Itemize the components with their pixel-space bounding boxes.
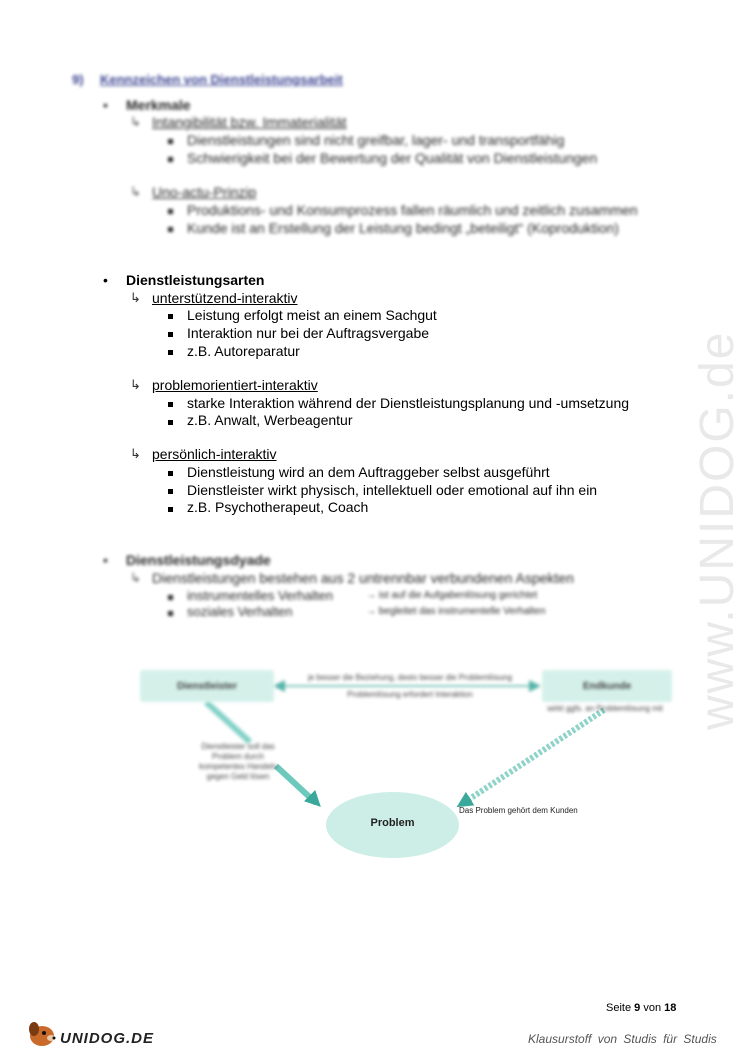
dog-logo-icon bbox=[24, 1018, 60, 1048]
sub-heading-unterstuetzend: unterstützend-interaktiv bbox=[152, 290, 298, 306]
problem-note: Das Problem gehört dem Kunden bbox=[459, 806, 578, 815]
list-item: Dienstleistungen sind nicht greifbar, lager- und transportfähig bbox=[187, 132, 565, 148]
problem-label: Problem bbox=[370, 817, 415, 829]
list-item: Dienstleistung wird an dem Auftraggeber selbst ausgeführt bbox=[187, 464, 550, 480]
list-item: Leistung erfolgt meist an einem Sachgut bbox=[187, 307, 437, 323]
arrow-icon: ↳ bbox=[130, 446, 141, 461]
sub-heading: Uno-actu-Prinzip bbox=[152, 184, 257, 200]
top-label-1: je besser die Beziehung, desto besser die Problemlösung bbox=[307, 673, 513, 682]
box-endkunde: Endkunde bbox=[542, 670, 672, 702]
sub-heading: Intangibilität bzw. Immaterialität bbox=[152, 114, 347, 130]
top-label-2: Problemlösung erfordert Interaktion bbox=[347, 690, 473, 699]
page-number bbox=[606, 1002, 676, 1014]
bullet: • bbox=[103, 97, 108, 113]
left-connector-upper bbox=[206, 702, 250, 742]
arrow-icon: ↳ bbox=[130, 114, 141, 129]
box-dienstleister: Dienstleister bbox=[140, 670, 274, 702]
section-title: Kennzeichen von Dienstleistungsarbeit bbox=[100, 72, 343, 87]
sub-text: Dienstleistungen bestehen aus 2 untrennbar verbundenen Aspekten bbox=[152, 570, 574, 586]
arrow-icon: ↳ bbox=[130, 290, 141, 305]
watermark: www.UNIDOG.de bbox=[691, 330, 744, 730]
list-item: Produktions- und Konsumprozess fallen räumlich und zeitlich zusammen bbox=[187, 202, 638, 218]
site-logo: UNIDOG.DE bbox=[60, 1030, 155, 1047]
left-connector-lower bbox=[276, 766, 316, 803]
page-prefix: Seite bbox=[606, 1002, 632, 1014]
left-label: Dienstleister soll das Problem durch kompetentes Handeln gegen Geld lösen bbox=[199, 742, 277, 781]
heading-merkmale: Merkmale bbox=[126, 97, 191, 113]
arrow-icon: ↳ bbox=[130, 184, 141, 199]
list-item: Interaktion nur bei der Auftragsvergabe bbox=[187, 325, 430, 341]
dyade-desc: → begleitet das instrumentelle Verhalten bbox=[366, 606, 546, 617]
list-item: Kunde ist an Erstellung der Leistung bedingt „beteiligt“ (Koproduktion) bbox=[187, 220, 619, 236]
dyade-label: instrumentelles Verhalten bbox=[187, 588, 333, 603]
page-mid: von bbox=[643, 1002, 662, 1014]
right-label: wirkt ggfs. an Problemlösung mit bbox=[547, 704, 663, 713]
sub-heading-problemorientiert: problemorientiert-interaktiv bbox=[152, 377, 318, 393]
list-item: Schwierigkeit bei der Bewertung der Qualität von Dienstleistungen bbox=[187, 150, 598, 166]
list-item: z.B. Autoreparatur bbox=[187, 343, 300, 359]
right-connector bbox=[462, 710, 604, 804]
bullet: • bbox=[103, 552, 108, 568]
dyade-label: soziales Verhalten bbox=[187, 604, 293, 619]
section-number: 9) bbox=[72, 72, 84, 87]
heading-dienstleistungsarten: Dienstleistungsarten bbox=[126, 272, 265, 288]
arrow-icon: ↳ bbox=[130, 377, 141, 392]
page-total: 18 bbox=[664, 1002, 677, 1014]
heading-dyade: Dienstleistungsdyade bbox=[126, 552, 271, 568]
dyade-desc: → ist auf die Aufgabenlösung gerichtet bbox=[366, 590, 538, 601]
list-item: Dienstleister wirkt physisch, intellektuell oder emotional auf ihn ein bbox=[187, 482, 598, 498]
bullet: • bbox=[103, 272, 108, 288]
sub-heading-persoenlich: persönlich-interaktiv bbox=[152, 446, 277, 462]
list-item: z.B. Anwalt, Werbeagentur bbox=[187, 412, 353, 428]
footer-tagline: Klausurstoff von Studis für Studis bbox=[528, 1032, 717, 1046]
list-item: starke Interaktion während der Dienstleistungsplanung und -umsetzung bbox=[187, 395, 630, 411]
list-item: z.B. Psychotherapeut, Coach bbox=[187, 499, 369, 515]
arrow-icon: ↳ bbox=[130, 570, 141, 585]
page-current: 9 bbox=[634, 1002, 641, 1014]
